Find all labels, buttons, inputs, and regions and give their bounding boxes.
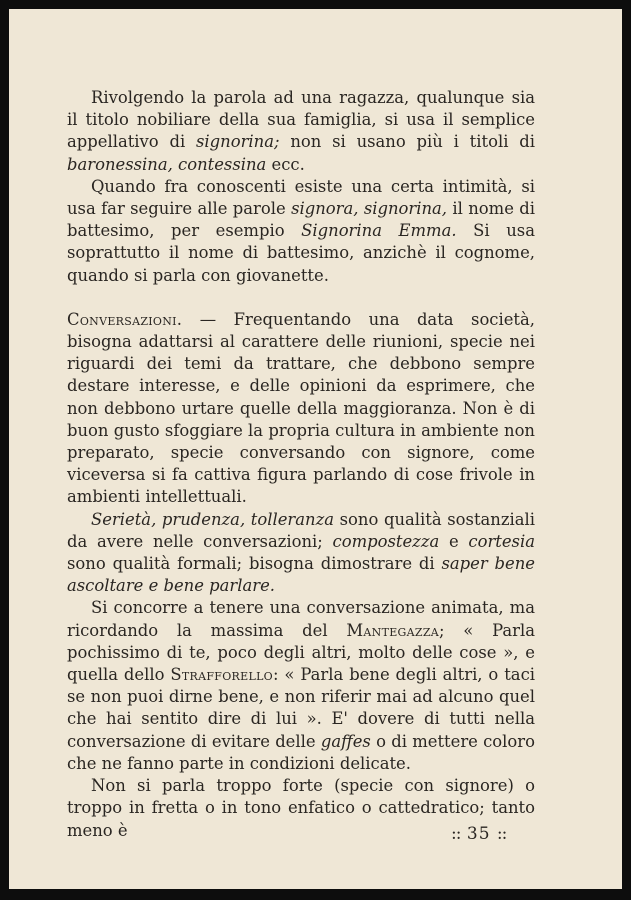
italic-run: gaffes [320,731,371,751]
italic-run: cortesia [468,531,535,551]
page-number-value: 35 [466,824,491,844]
folio-ornament-left: :: [451,824,461,844]
italic-run: signorina; [196,132,280,152]
page-number [451,824,506,844]
text-run: non si usano più i titoli di [279,132,535,152]
italic-run: signora, signorina, [291,199,448,219]
paragraph-1 [67,87,535,176]
text-run: Rivolgendo la parola ad una ragazza, qualunque sia il titolo nobiliare della sua famiglia, si usa il semplice appellativo di [67,88,535,152]
book-page [9,9,622,889]
text-run: e [439,531,469,551]
text-run: Si concorre a tenere una conversazione animata, ma ricordando la massima del [67,598,535,640]
text-run: ecc. [266,154,305,174]
folio-ornament-right: :: [496,824,507,844]
italic-run: Signorina Emma. [301,221,457,241]
text-run: Non si parla troppo forte (specie con signore) o troppo in fretta o in tono enfatico o cattedratico; tanto meno è [67,776,535,840]
paragraph-4 [67,509,535,598]
text-run: Quando fra conoscenti esiste una certa intimità, si usa far seguire alle parole [67,176,535,219]
author-name: Mantegazza [346,620,440,640]
paragraph-2 [67,176,535,287]
paragraph-5 [67,597,535,775]
section-heading: Conversazioni. [67,309,183,329]
italic-run: Serietà, prudenza, tolleranza [91,509,334,529]
text-run: Si usa soprattutto il nome di battesimo, anzichè il cognome, quando si parla con giovanette. [67,221,535,285]
paragraph-3 [67,309,535,509]
italic-run: baronessina, contessina [67,154,267,174]
body-text [67,87,535,842]
author-name: Strafforello [170,665,273,685]
text-run: o di mettere coloro che ne fanno parte in condizioni delicate. [67,731,535,773]
text-run: sono qualità formali; bisogna dimostrare di [67,554,442,574]
text-run: sono qualità sostanziali da avere nelle conversazioni; [67,509,535,551]
text-run: : « Parla bene degli altri, o taci se non puoi dirne bene, e non riferir mai ad alcuno quel che hai sentito dire di lui ». E' dovere di tutti nella conversazione di evitare delle [67,665,535,751]
italic-run: saper bene ascoltare e bene parlare. [67,554,536,596]
text-run: il nome di battesimo, per esempio [67,199,535,241]
italic-run: compostezza [332,531,440,551]
text-run: — Frequentando una data società, bisogna adattarsi al carattere delle riunioni, specie nei riguardi dei temi da trattare, che debbono sempre destare interesse, e delle opinioni da esprimere, che non debbono urtare quelle della maggioranza. Non è di buon gusto sfoggiare la propria cultura in ambiente non preparato, specie conversando con signore, come viceversa si fa cattiva figura parlando di cose frivole in ambienti intellettuali. [67,309,535,507]
text-run: ; « Parla pochissimo di te, poco degli altri, molto delle cose », e quella dello [67,620,535,685]
